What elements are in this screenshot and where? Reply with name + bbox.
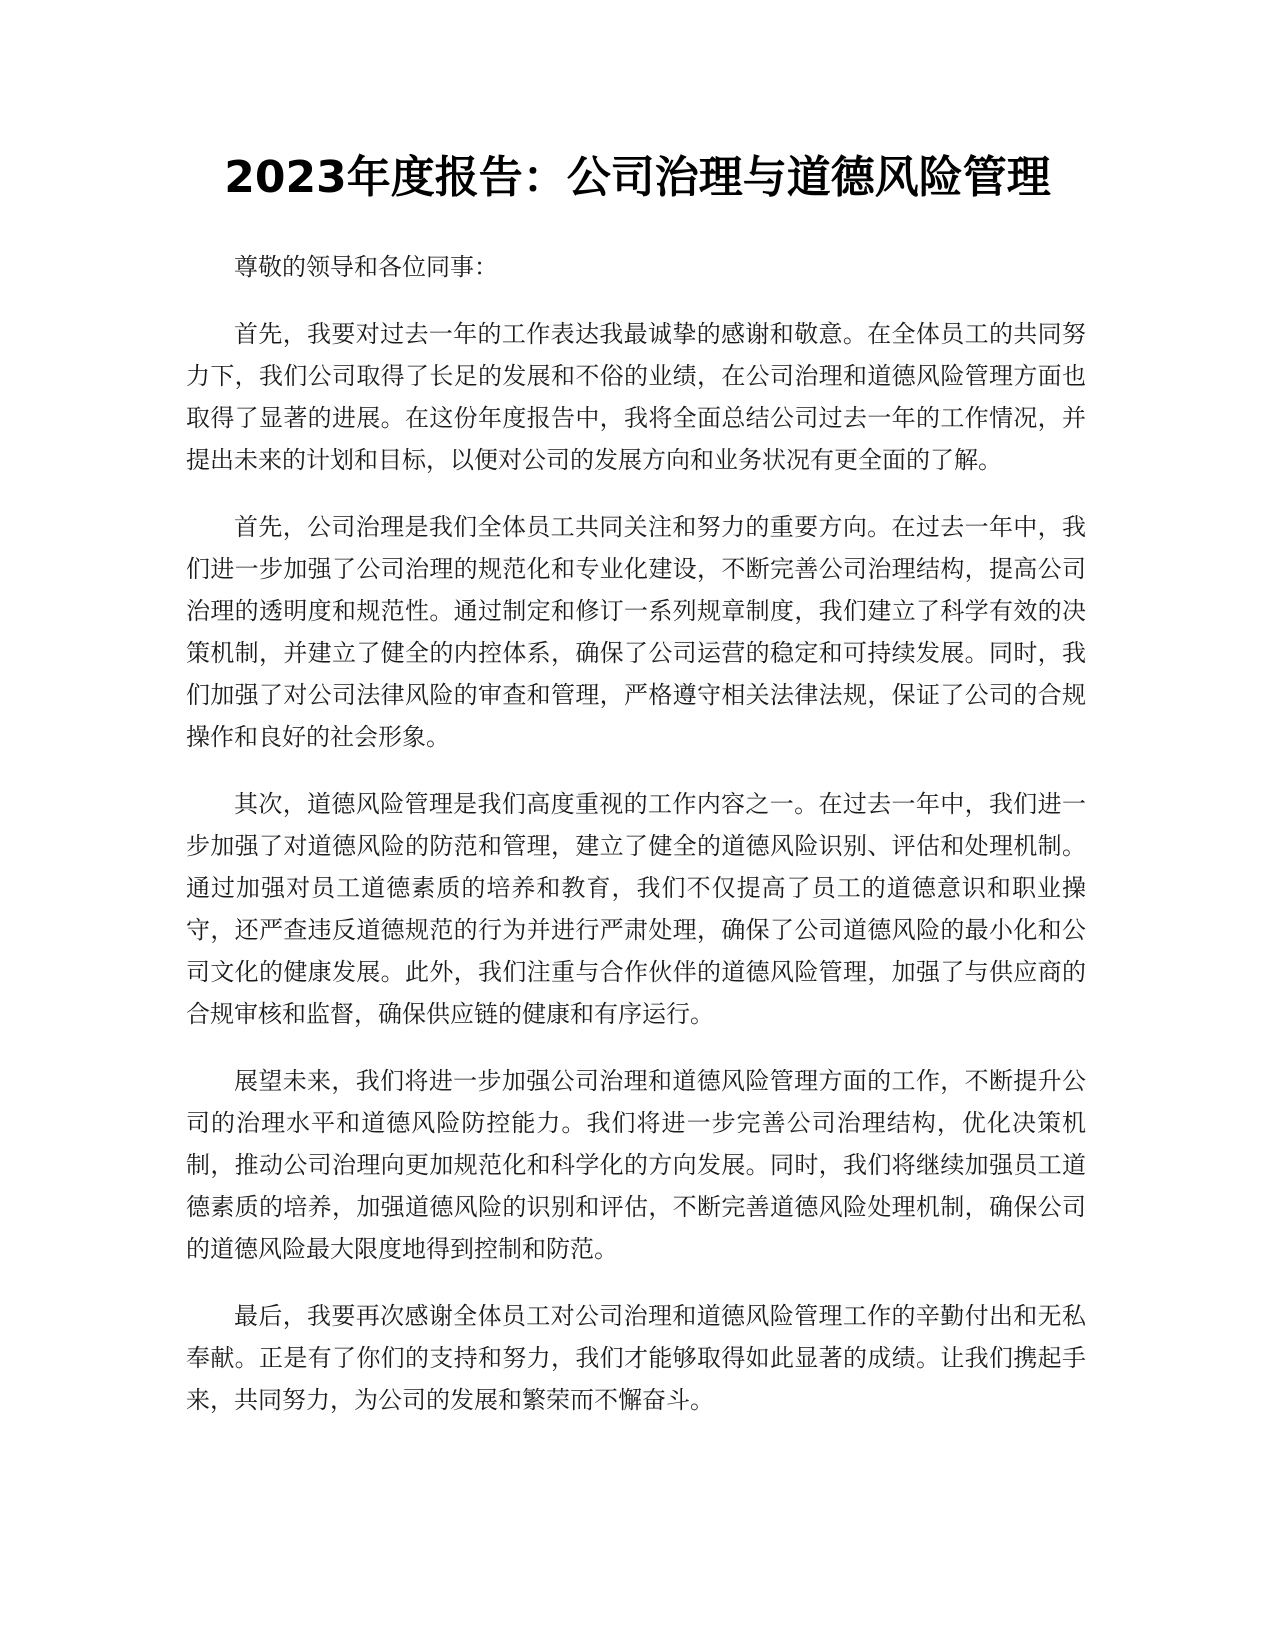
document-title: 2023年度报告：公司治理与道德风险管理 xyxy=(224,152,1051,203)
paragraph-ethics-risk: 其次，道德风险管理是我们高度重视的工作内容之一。在过去一年中，我们进一步加强了对道德风险的防范和管理，建立了健全的道德风险识别、评估和处理机制。通过加强对员工道德素质的培养和教育，我们不仅提高了员工的道德意识和职业操守，还严查违反道德规范的行为并进行严肃处理，确保了公司道德风险的最小化和公司文化的健康发展。此外，我们注重与合作伙伴的道德风险管理，加强了与供应商的合规审核和监督，确保供应链的健康和有序运行。 xyxy=(186,790,1086,1028)
salutation: 尊敬的领导和各位同事： xyxy=(234,253,498,281)
paragraph-corporate-governance: 首先，公司治理是我们全体员工共同关注和努力的重要方向。在过去一年中，我们进一步加强了公司治理的规范化和专业化建设，不断完善公司治理结构，提高公司治理的透明度和规范性。通过制定和修订一系列规章制度，我们建立了科学有效的决策机制，并建立了健全的内控体系，确保了公司运营的稳定和可持续发展。同时，我们加强了对公司法律风险的审查和管理，严格遵守相关法律法规，保证了公司的合规操作和良好的社会形象。 xyxy=(186,513,1086,751)
paragraph-closing: 最后，我要再次感谢全体员工对公司治理和道德风险管理工作的辛勤付出和无私奉献。正是有了你们的支持和努力，我们才能够取得如此显著的成绩。让我们携起手来，共同努力，为公司的发展和繁荣而不懈奋斗。 xyxy=(186,1302,1086,1414)
paragraph-gratitude: 首先，我要对过去一年的工作表达我最诚挚的感谢和敬意。在全体员工的共同努力下，我们公司取得了长足的发展和不俗的业绩，在公司治理和道德风险管理方面也取得了显著的进展。在这份年度报告中，我将全面总结公司过去一年的工作情况，并提出未来的计划和目标，以便对公司的发展方向和业务状况有更全面的了解。 xyxy=(186,320,1086,474)
document-body xyxy=(186,246,1086,1446)
paragraph-outlook: 展望未来，我们将进一步加强公司治理和道德风险管理方面的工作，不断提升公司的治理水平和道德风险防控能力。我们将进一步完善公司治理结构，优化决策机制，推动公司治理向更加规范化和科学化的方向发展。同时，我们将继续加强员工道德素质的培养，加强道德风险的识别和评估，不断完善道德风险处理机制，确保公司的道德风险最大限度地得到控制和防范。 xyxy=(186,1067,1086,1263)
